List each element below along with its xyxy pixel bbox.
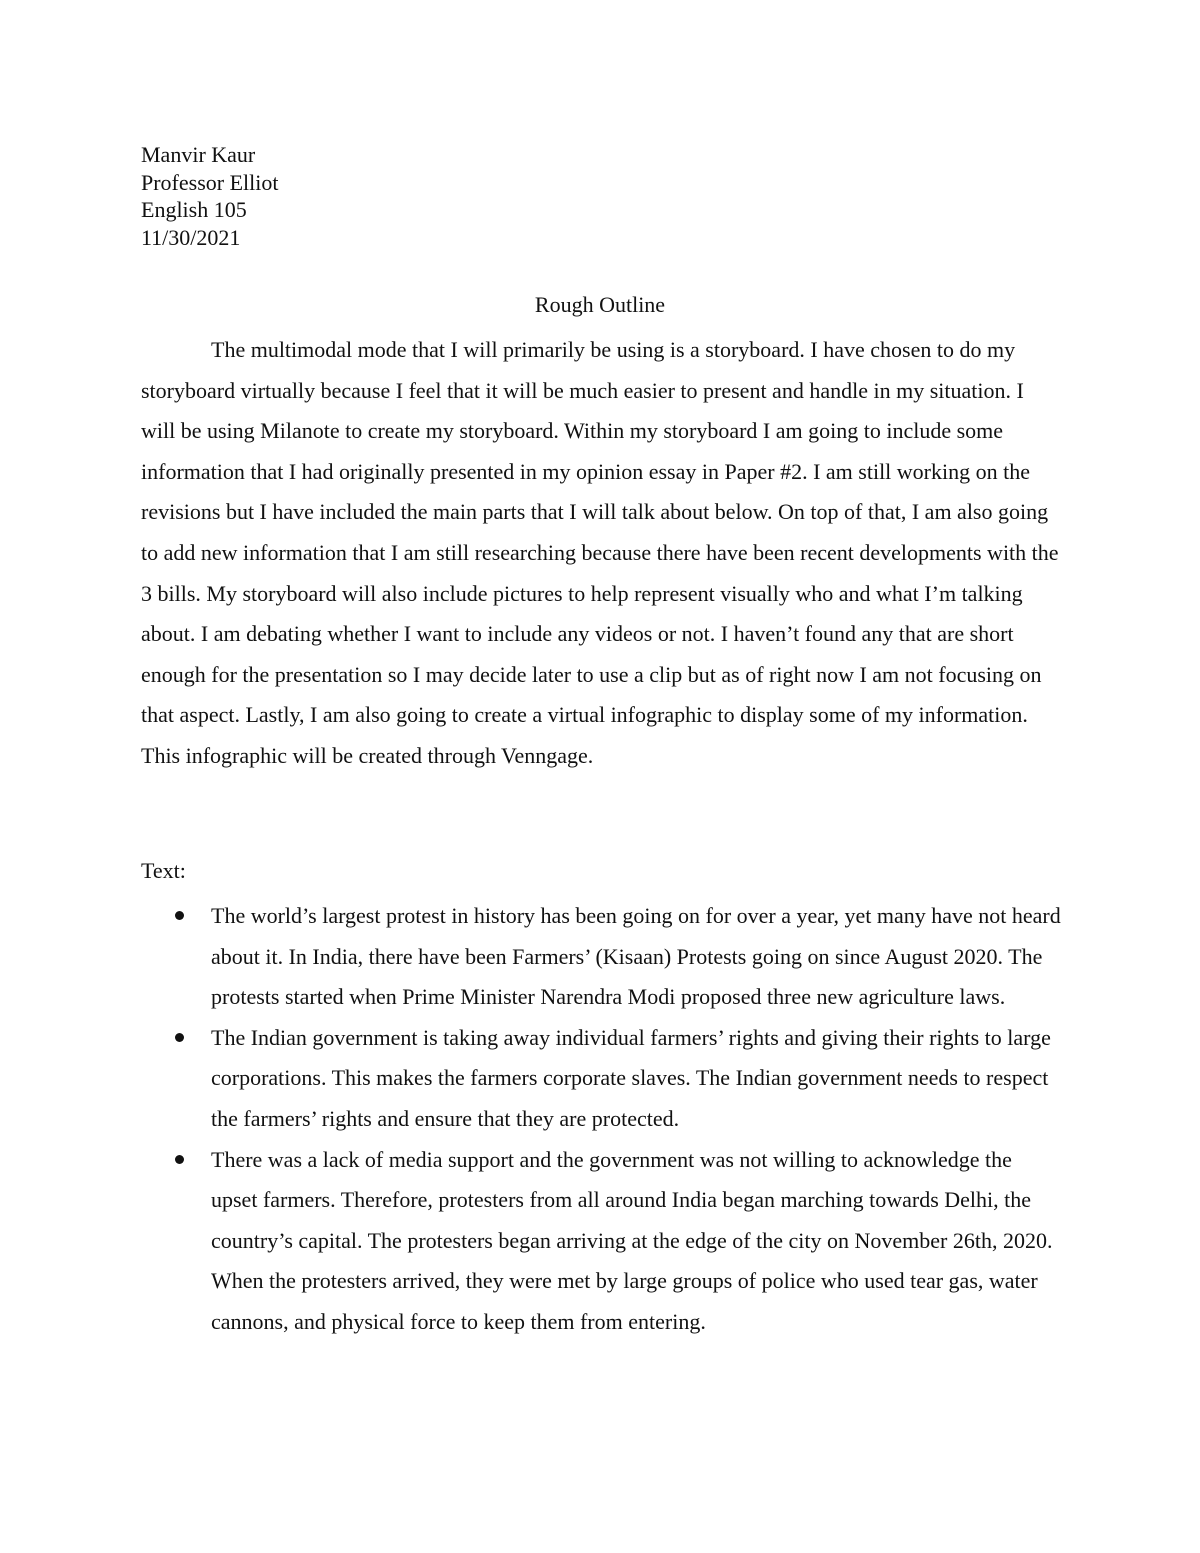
body-paragraph: The multimodal mode that I will primarily be using is a storyboard. I have chosen to do my storyboard virtually because I feel that it will be much easier to present and handle in my situation. I will be using Milanote to create my storyboard. Within my storyboard I am going to include some information that I had originally presented in my opinion essay in Paper #2. I am still working on the revisions but I have included the main parts that I will talk about below. On top of that, I am also going to add new information that I am still researching because there have been recent developments with the 3 bills. My storyboard will also include pictures to help represent visually who and what I’m talking about. I am debating whether I want to include any videos or not. I haven’t found any that are short enough for the presentation so I may decide later to use a clip but as of right now I am not focusing on that aspect. Lastly, I am also going to create a virtual infographic to display some of my information. This infographic will be created through Venngage. <box>141 337 1059 768</box>
bullet-text: The Indian government is taking away individual farmers’ rights and giving their rights to large corporations. This makes the farmers corporate slaves. The Indian government needs to respect the farmers’ rights and ensure that they are protected. <box>211 1024 1051 1131</box>
bullet-list <box>141 896 1061 1343</box>
bullet-text: There was a lack of media support and the government was not willing to acknowledge the upset farmers. Therefore, protesters from all around India began marching towards Delhi, the country’s capital. The protesters began arriving at the edge of the city on November 26th, 2020. When the protesters arrived, they were met by large groups of police who used tear gas, water cannons, and physical force to keep them from entering. <box>211 1146 1053 1334</box>
document-header <box>141 141 279 251</box>
course-name: English 105 <box>141 197 247 222</box>
list-item <box>141 1140 1061 1343</box>
bullet-icon <box>175 1033 184 1042</box>
document-date: 11/30/2021 <box>141 224 241 250</box>
list-item <box>141 896 1061 1018</box>
bullet-icon <box>175 911 184 920</box>
section-label-text: Text: <box>141 858 186 883</box>
bullet-text: The world’s largest protest in history has been going on for over a year, yet many have not heard about it. In India, there have been Farmers’ (Kisaan) Protests going on since August 2020. The protests started when Prime Minister Narendra Modi proposed three new agriculture laws. <box>211 903 1061 1010</box>
professor-name: Professor Elliot <box>141 169 279 195</box>
author-name: Manvir Kaur <box>141 142 256 167</box>
bullet-icon <box>175 1155 184 1164</box>
document-title: Rough Outline <box>534 292 666 317</box>
list-item <box>141 1018 1061 1140</box>
